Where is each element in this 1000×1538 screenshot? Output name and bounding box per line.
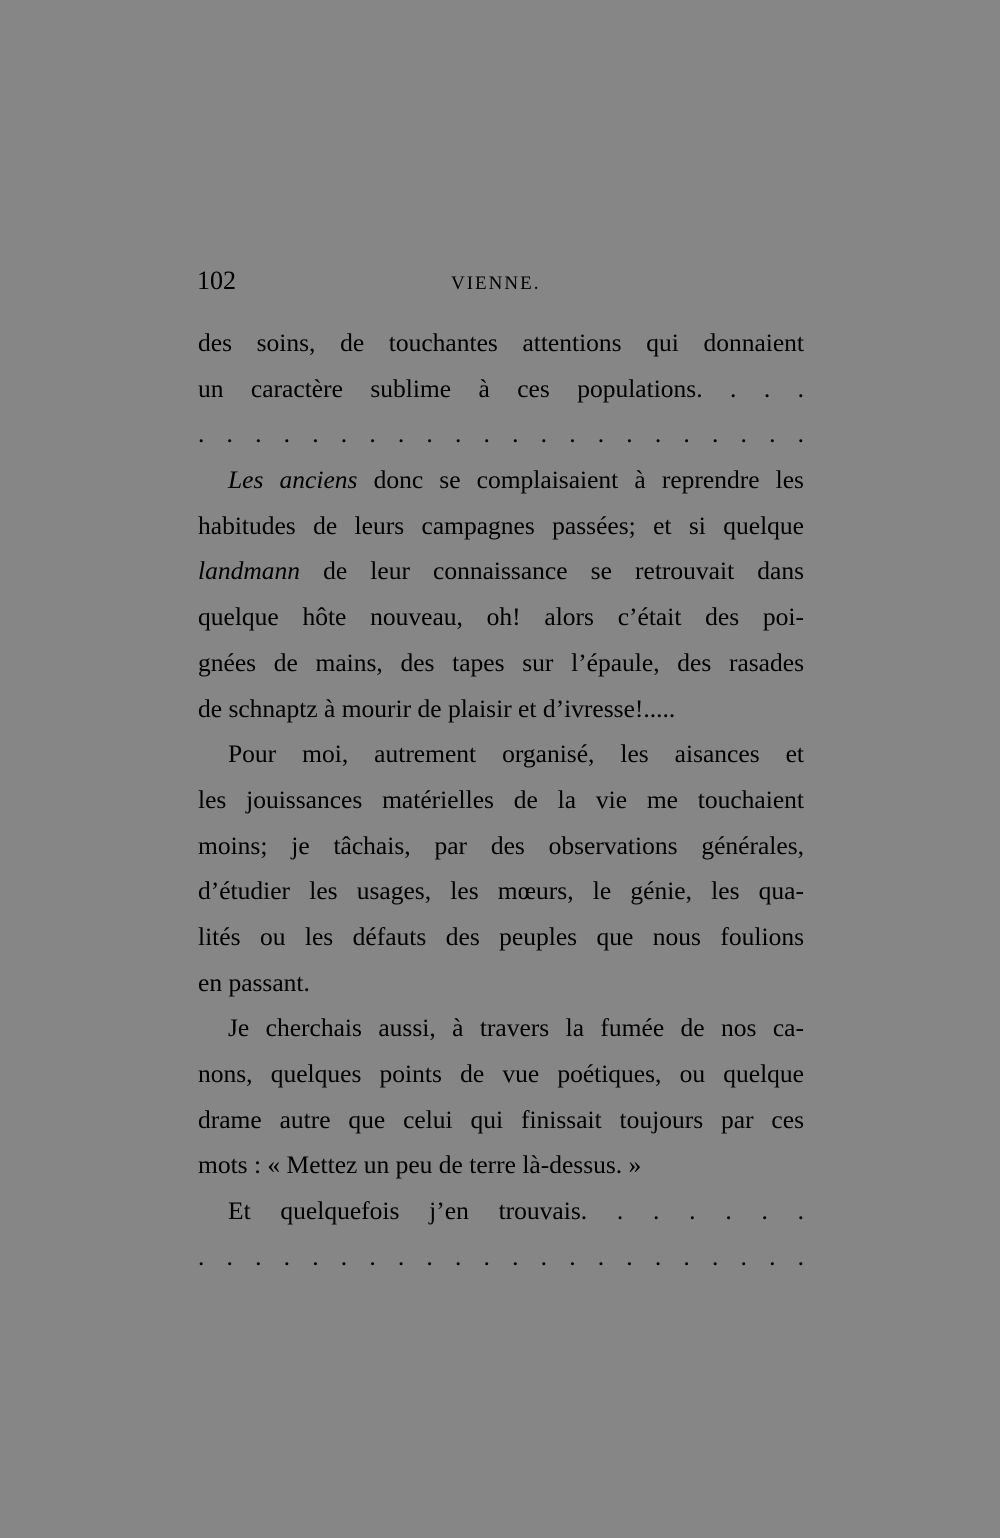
text-line: Pour moi, autrement organisé, les aisances et: [228, 739, 804, 769]
text-line: de schnaptz à mourir de plaisir et d’ivresse!.....: [198, 693, 676, 723]
text-line: les jouissances matérielles de la vie me touchaient: [198, 784, 804, 814]
italic-term: landmann: [198, 556, 300, 586]
text-line: drame autre que celui qui finissait toujours par ces: [198, 1104, 804, 1134]
text-line: d’étudier les usages, les mœurs, le génie, les qua-: [198, 876, 804, 906]
ellipsis-line: . . . . . . . . . . . . . . . . . . . . . .: [198, 419, 804, 449]
text-line: Et quelquefois j’en trouvais. . . . . . .: [228, 1196, 804, 1226]
text-line: moins; je tâchais, par des observations générales,: [198, 830, 804, 860]
text-line: des soins, de touchantes attentions qui donnaient: [198, 328, 804, 357]
text-line: en passant.: [198, 967, 310, 997]
text-line: nons, quelques points de vue poétiques, ou quelque: [198, 1059, 804, 1088]
text-run: de leur connaissance se retrouvait dans: [300, 556, 804, 586]
text-line: mots : « Mettez un peu de terre là-dessus. »: [198, 1150, 642, 1180]
text-line: [198, 548, 804, 594]
ellipsis-line: . . . . . . . . . . . . . . . . . . . . . .: [198, 1241, 804, 1271]
page-number: 102: [197, 266, 236, 295]
text-line: [198, 457, 804, 503]
text-line: un caractère sublime à ces populations. . . .: [198, 373, 804, 403]
text-line: quelque hôte nouveau, oh! alors c’était des poi-: [198, 602, 804, 632]
text-line: habitudes de leurs campagnes passées; et si quelque: [198, 510, 804, 540]
text-line: gnées de mains, des tapes sur l’épaule, des rasades: [198, 647, 804, 677]
text-line: lités ou les défauts des peuples que nous foulions: [198, 921, 804, 951]
page-header: [197, 266, 803, 302]
italic-term: Les anciens: [228, 465, 358, 495]
text-line: Je cherchais aussi, à travers la fumée de nos ca-: [228, 1013, 804, 1043]
running-head: VIENNE.: [451, 273, 541, 294]
body-text: [198, 320, 804, 1279]
text-run: donc se complaisaient à reprendre les: [357, 465, 804, 495]
